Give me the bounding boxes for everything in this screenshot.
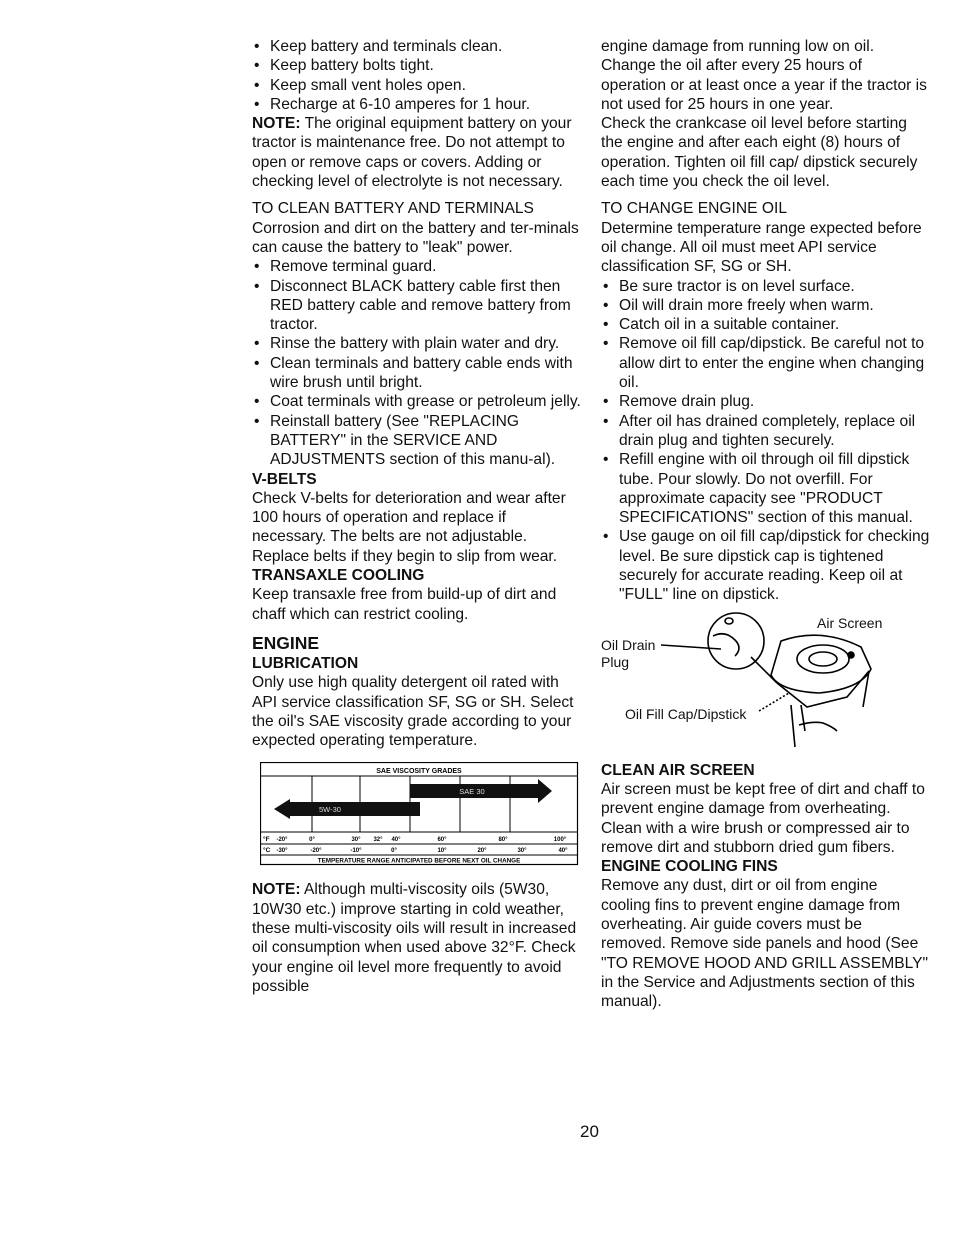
f-tick: -20° [276,837,288,844]
clean-battery-heading: TO CLEAN BATTERY AND TERMINALS [252,200,534,218]
vbelts-text: Check V-belts for deterioration and wear after 100 hours of operation and replace if necessary. The belts are not adjustable. Replace belts if they begin to slip from wear. [252,489,566,565]
viscosity-chart [260,762,582,866]
vbelts-heading: V-BELTS [252,470,317,488]
note-text: The original equipment battery on your tractor is maintenance free. Do not attempt to open or remove caps or covers. Adding or checking level of electrolyte is not necessary. [252,115,572,191]
note-label: NOTE: [252,115,301,133]
f-tick: 80° [498,837,508,844]
f-tick: 0° [309,837,315,844]
clean-battery-bullet: • Disconnect BLACK battery cable first then RED battery cable and remove battery from tractor. [252,277,584,335]
clean-battery-intro: Corrosion and dirt on the battery and ter-minals can cause the battery to "leak" power. [252,219,579,256]
battery-bullet: • Keep battery and terminals clean. [252,37,584,56]
c-tick: 10° [437,848,447,855]
c-unit: °C [263,847,271,855]
f-tick: 100° [553,837,567,844]
battery-note [252,114,584,191]
clean-battery-bullet: • Remove terminal guard. [252,257,584,276]
5w30-label: 5W-30 [319,805,341,815]
change-oil-bullet: • Be sure tractor is on level surface. [601,277,931,296]
clean-battery-bullet: • Clean terminals and battery cable ends with wire brush until bright. [252,354,584,393]
c-tick: -30° [276,848,288,855]
engine-oil-illustration [601,611,931,761]
air-screen-text: Air screen must be kept free of dirt and chaff to prevent engine damage from overheating. Clean with a wire brush or compressed air to remove dirt and stubborn dried gum fibers. [601,780,925,856]
change-oil-bullet: • After oil has drained completely, replace oil drain plug and tighten securely. [601,412,931,451]
oil-intro-text: engine damage from running low on oil. Change the oil after every 25 hours of operation or at least once a year if the tractor is not used for 25 hours in one year. [601,38,927,113]
transaxle-heading: TRANSAXLE COOLING [252,567,425,585]
f-tick: 40° [391,837,401,844]
oil-drain-label: Oil Drain [601,636,656,653]
change-oil-bullet: • Remove oil fill cap/dipstick. Be careful not to allow dirt to enter the engine when changing oil. [601,334,931,392]
sae30-label: SAE 30 [459,787,485,797]
page-number: 20 [580,1122,599,1141]
f-tick: 32° [373,837,383,844]
change-oil-bullet: • Remove drain plug. [601,392,931,411]
engine-drawing [601,611,931,761]
c-tick: 30° [517,848,527,855]
lubrication-text: Only use high quality detergent oil rated with API service classification SF, SG or SH. Select the oil's SAE viscosity grade according to your expected operating temperature. [252,674,574,750]
crankcase-text: Check the crankcase oil level before starting the engine and after each eight (8) hours of operation. Tighten oil fill cap/ dipstick securely each time you check the oil level. [601,115,918,191]
lubrication-heading: LUBRICATION [252,654,359,672]
right-column [601,37,931,1011]
cooling-fins-text: Remove any dust, dirt or oil from engine cooling fins to prevent engine damage from overheating. Air guide covers must be removed. Remove side panels and hood (See "TO REMOVE HOOD AND GRILL ASSEMBLY" in the Service and Adjustments section of this manual). [601,877,929,1011]
battery-bullet: • Keep battery bolts tight. [252,56,584,75]
oil-fill-label: Oil Fill Cap/Dipstick [625,705,747,722]
clean-battery-bullet: • Rinse the battery with plain water and dry. [252,334,584,353]
change-oil-intro: Determine temperature range expected before oil change. All oil must meet API service classification SF, SG or SH. [601,219,922,276]
viscosity-chart-svg [260,762,582,866]
air-screen-heading: CLEAN AIR SCREEN [601,761,755,779]
c-tick: 0° [391,848,397,855]
battery-bullet: • Keep small vent holes open. [252,76,584,95]
change-oil-bullet: • Oil will drain more freely when warm. [601,296,931,315]
plug-label: Plug [601,653,630,670]
c-tick: 40° [558,848,568,855]
5w30-bar [274,799,420,819]
change-oil-bullet: • Use gauge on oil fill cap/dipstick for checking level. Be sure dipstick cap is tightened securely for accurate reading. Keep oil at "FULL" line on dipstick. [601,527,931,604]
f-tick: 30° [351,837,361,844]
f-tick: 60° [437,837,447,844]
note2-label: NOTE: [252,881,301,899]
c-tick: -10° [350,848,362,855]
left-column [252,37,584,996]
transaxle-text: Keep transaxle free from build-up of dirt and chaff which can restrict cooling. [252,586,557,623]
note2-text: Although multi-viscosity oils (5W30, 10W30 etc.) improve starting in cold weather, these multi-viscosity oils will result in increased oil consumption when used above 32°F. Check your engine oil level more frequently to avoid possible [252,881,577,995]
multi-viscosity-note [252,880,584,996]
chart-caption: TEMPERATURE RANGE ANTICIPATED BEFORE NEXT OIL CHANGE [317,857,521,865]
c-tick: -20° [310,848,322,855]
air-screen-label: Air Screen [817,614,883,631]
clean-battery-bullet: • Reinstall battery (See "REPLACING BATTERY" in the SERVICE AND ADJUSTMENTS section of this manu-al). [252,412,584,470]
change-oil-bullet: • Catch oil in a suitable container. [601,315,931,334]
clean-battery-bullet: • Coat terminals with grease or petroleum jelly. [252,392,584,411]
f-unit: °F [263,836,270,844]
battery-bullet: • Recharge at 6-10 amperes for 1 hour. [252,95,584,114]
c-tick: 20° [477,848,487,855]
cooling-fins-heading: ENGINE COOLING FINS [601,858,778,876]
chart-title: SAE VISCOSITY GRADES [376,768,462,776]
engine-heading: ENGINE [252,632,320,653]
change-oil-bullet: • Refill engine with oil through oil fill dipstick tube. Pour slowly. Do not overfill. For approximate capacity see "PRODUCT SPECIFICATIONS" section of this manual. [601,450,931,527]
change-oil-heading: TO CHANGE ENGINE OIL [601,200,788,218]
